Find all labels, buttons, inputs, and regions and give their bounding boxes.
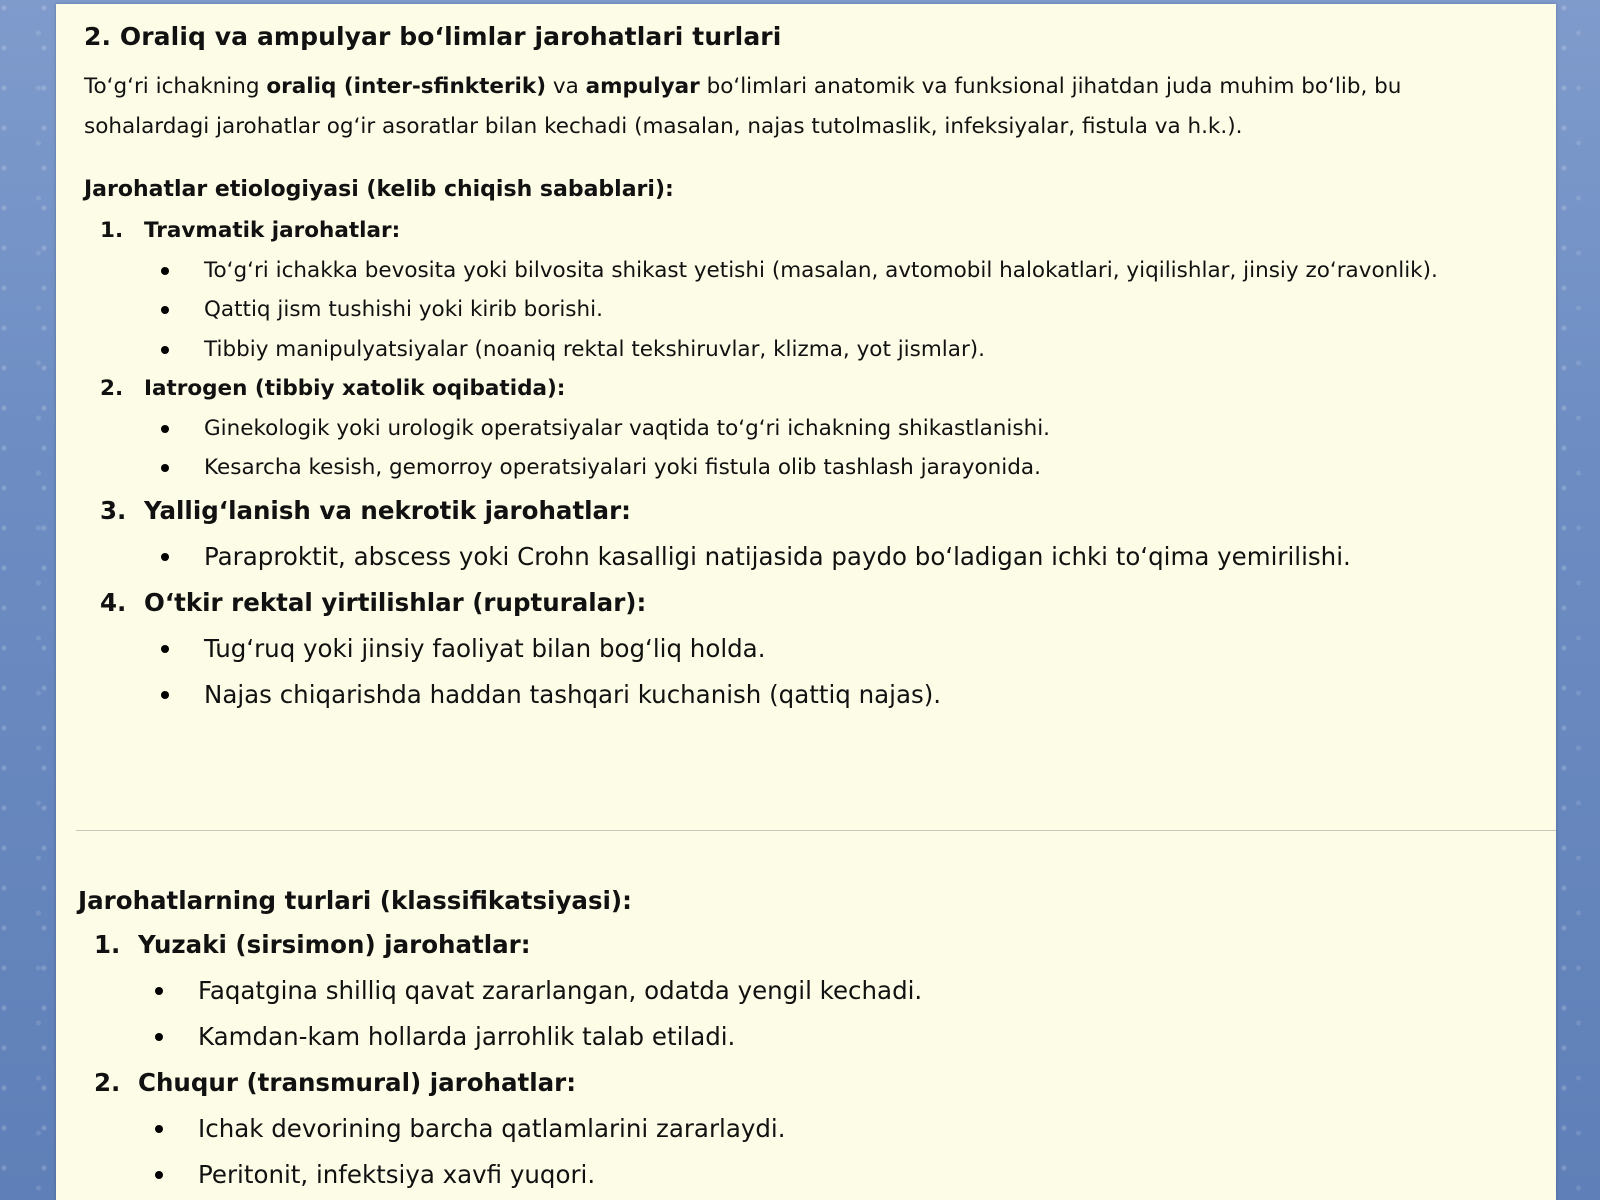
bullet-item: Peritonit, infektsiya xavfi yuqori. [138,1152,1518,1198]
bullet-item: Tug‘ruq yoki jinsiy faoliyat bilan bog‘liq holda. [144,626,1494,672]
item-number: 2. [100,376,124,401]
intro-bold-oraliq: oraliq (inter-sfinkterik) [266,74,547,99]
bullet-item: Tibbiy manipulyatsiyalar (noaniq rektal tekshiruvlar, klizma, yot jismlar). [144,330,1494,370]
bullet-list [144,251,1494,370]
item-number: 3. [100,495,127,525]
section-title: 2. Oraliq va ampulyar bo‘limlar jarohatlari turlari [84,22,782,51]
bullet-item: Kamdan-kam hollarda jarrohlik talab etiladi. [138,1014,1518,1060]
section-bottom [78,880,1518,1198]
list-item [78,922,1518,1060]
types-list [78,922,1518,1198]
item-number: 1. [94,930,121,959]
document-page [56,4,1556,1200]
intro-text: bo‘limlari anatomik va funksional jihatdan juda muhim bo‘lib, bu sohalardagi jarohatlar og‘ir asoratlar bilan kechadi (masalan, najas tutolmaslik, infeksiyalar, fistula va h.k.). [84,74,1402,139]
item-number: 2. [94,1068,121,1097]
intro-text: To‘g‘ri ichakning [84,74,267,99]
item-title: O‘tkir rektal yirtilishlar (rupturalar): [144,587,647,617]
intro-bold-ampulyar: ampulyar [585,74,700,99]
section-top [84,22,1494,718]
intro-paragraph [84,67,1494,147]
item-title: Yallig‘lanish va nekrotik jarohatlar: [144,495,631,525]
bullet-item: Qattiq jism tushishi yoki kirib borishi. [144,290,1494,330]
list-item [84,580,1494,718]
item-number: 1. [100,218,124,243]
etiology-heading: Jarohatlar etiologiyasi (kelib chiqish sabablari): [84,177,674,202]
bullet-list [144,409,1494,488]
bullet-item: Najas chiqarishda haddan tashqari kuchanish (qattiq najas). [144,672,1494,718]
item-title: Yuzaki (sirsimon) jarohatlar: [138,930,531,959]
bullet-list [144,534,1494,580]
intro-text: va [546,74,586,99]
list-item [78,1060,1518,1198]
bullet-list [138,1106,1518,1198]
list-item [84,211,1494,369]
etiology-list [84,211,1494,718]
bullet-item: Paraproktit, abscess yoki Crohn kasalligi natijasida paydo bo‘ladigan ichki to‘qima yemirilishi. [144,534,1494,580]
item-title: Iatrogen (tibbiy xatolik oqibatida): [144,376,566,401]
bullet-list [138,968,1518,1060]
bullet-item: To‘g‘ri ichakka bevosita yoki bilvosita shikast yetishi (masalan, avtomobil halokatlari, yiqilishlar, jinsiy zo‘ravonlik). [144,251,1494,291]
list-item [84,369,1494,488]
bullet-item: Ginekologik yoki urologik operatsiyalar vaqtida to‘g‘ri ichakning shikastlanishi. [144,409,1494,449]
item-title: Travmatik jarohatlar: [144,218,401,243]
item-title: Chuqur (transmural) jarohatlar: [138,1068,577,1097]
bullet-item: Kesarcha kesish, gemorroy operatsiyalari yoki fistula olib tashlash jarayonida. [144,448,1494,488]
bullet-item: Faqatgina shilliq qavat zararlangan, odatda yengil kechadi. [138,968,1518,1014]
list-item [84,488,1494,580]
types-heading: Jarohatlarning turlari (klassifikatsiyasi): [78,886,632,915]
section-divider [76,830,1556,831]
bullet-item: Ichak devorining barcha qatlamlarini zararlaydi. [138,1106,1518,1152]
bullet-list [144,626,1494,718]
item-number: 4. [100,587,127,617]
